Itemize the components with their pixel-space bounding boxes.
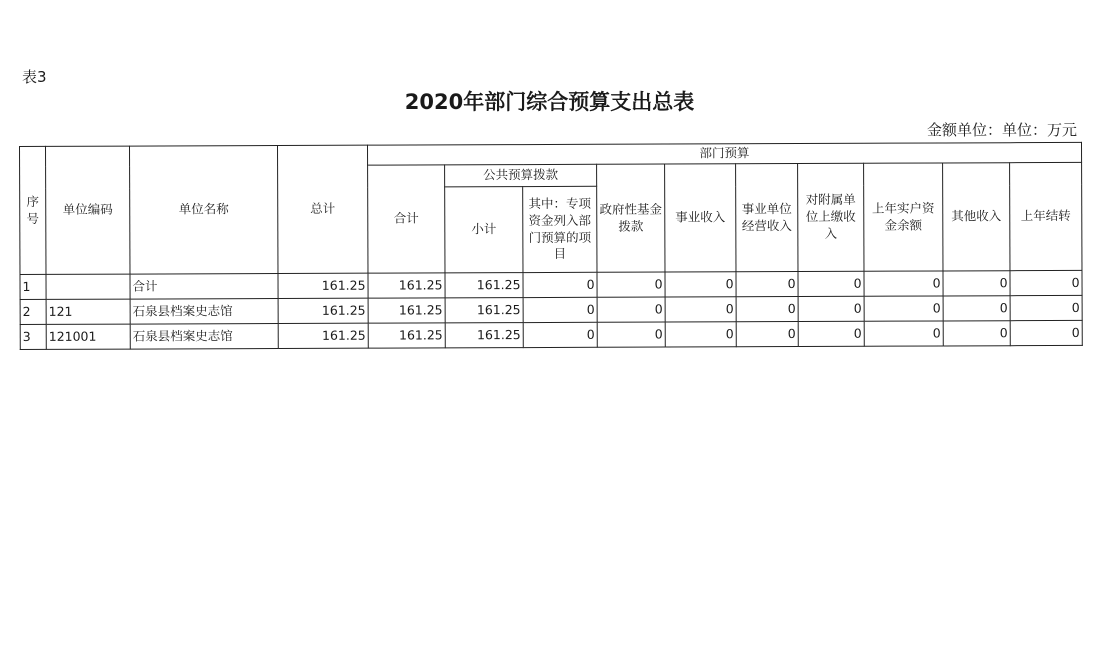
cell-subordinate-remit: 0 — [798, 271, 864, 296]
header-subordinate-remit: 对附属单位上缴收入 — [798, 163, 864, 271]
cell-public-subtotal: 161.25 — [445, 323, 523, 348]
cell-total: 161.25 — [278, 273, 368, 298]
cell-prior-balance: 0 — [864, 321, 943, 346]
header-business-income: 事业收入 — [665, 164, 736, 272]
cell-other-income: 0 — [943, 321, 1010, 346]
table-row — [20, 320, 1082, 349]
header-subtotal: 合计 — [368, 165, 445, 273]
header-dept-budget: 部门预算 — [367, 142, 1081, 165]
header-special-project: 其中：专项资金列入部门预算的项目 — [523, 186, 597, 272]
cell-public-subtotal: 161.25 — [445, 298, 523, 323]
header-total: 总计 — [278, 145, 368, 273]
cell-seq: 2 — [20, 299, 46, 324]
cell-other-income: 0 — [943, 271, 1010, 296]
cell-special-project: 0 — [523, 297, 597, 322]
header-public-subtotal: 小计 — [445, 187, 523, 273]
table-id-label: 表3 — [22, 68, 47, 86]
cell-operating-income: 0 — [736, 272, 798, 297]
cell-business-income: 0 — [665, 322, 736, 347]
unit-note: 金额单位：单位：万元 — [926, 121, 1077, 139]
cell-seq: 1 — [20, 274, 46, 299]
cell-unit-code: 121001 — [46, 324, 130, 349]
cell-prior-carryover: 0 — [1010, 270, 1082, 295]
cell-prior-carryover: 0 — [1010, 320, 1082, 345]
cell-total: 161.25 — [278, 298, 368, 323]
cell-prior-carryover: 0 — [1010, 295, 1082, 320]
header-unit-name: 单位名称 — [130, 146, 278, 275]
header-seq: 序号 — [20, 146, 46, 274]
cell-gov-fund: 0 — [597, 272, 665, 297]
cell-gov-fund: 0 — [597, 297, 665, 322]
cell-unit-code: 121 — [46, 299, 130, 324]
cell-subtotal: 161.25 — [368, 298, 445, 323]
cell-unit-code — [46, 274, 130, 299]
cell-subordinate-remit: 0 — [798, 296, 864, 321]
document-title: 2020年部门综合预算支出总表 — [404, 90, 695, 114]
cell-subordinate-remit: 0 — [798, 321, 864, 346]
cell-total: 161.25 — [278, 323, 368, 348]
header-prior-carryover: 上年结转 — [1010, 162, 1082, 270]
cell-business-income: 0 — [665, 272, 736, 297]
cell-operating-income: 0 — [736, 297, 798, 322]
cell-special-project: 0 — [523, 272, 597, 297]
cell-gov-fund: 0 — [597, 322, 665, 347]
header-operating-income: 事业单位经营收入 — [736, 164, 798, 272]
cell-subtotal: 161.25 — [368, 273, 445, 298]
budget-expenditure-table — [19, 142, 1083, 350]
cell-special-project: 0 — [523, 322, 597, 347]
cell-unit-name: 石泉县档案史志馆 — [130, 324, 278, 350]
header-other-income: 其他收入 — [943, 163, 1010, 271]
cell-business-income: 0 — [665, 297, 736, 322]
cell-public-subtotal: 161.25 — [445, 273, 523, 298]
cell-prior-balance: 0 — [864, 296, 943, 321]
cell-seq: 3 — [20, 324, 46, 349]
cell-subtotal: 161.25 — [368, 323, 445, 348]
cell-other-income: 0 — [943, 296, 1010, 321]
header-public-funding: 公共预算拨款 — [445, 164, 597, 187]
cell-unit-name: 合计 — [130, 274, 278, 300]
cell-operating-income: 0 — [736, 322, 798, 347]
cell-prior-balance: 0 — [864, 271, 943, 296]
cell-unit-name: 石泉县档案史志馆 — [130, 299, 278, 325]
header-gov-fund: 政府性基金拨款 — [597, 164, 665, 272]
header-unit-code: 单位编码 — [46, 146, 130, 274]
header-prior-balance: 上年实户资金余额 — [864, 163, 943, 271]
